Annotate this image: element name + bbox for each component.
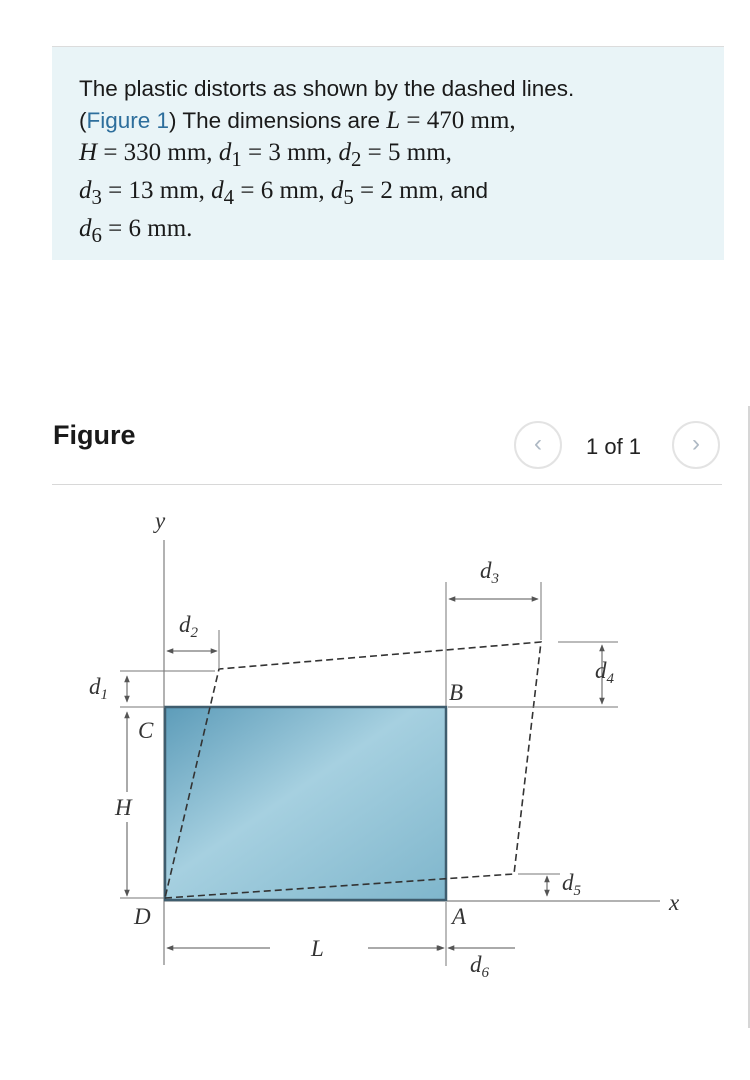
H-symbol: H xyxy=(79,139,98,166)
figure-title: Figure xyxy=(53,420,136,450)
d6-value: = 6 mm. xyxy=(101,215,193,242)
d6-label: $d_6$ xyxy=(470,952,489,981)
point-D-label: D xyxy=(134,904,151,929)
figure-page-count: 1 of 1 xyxy=(586,434,642,459)
point-A-label: A xyxy=(452,904,467,929)
L-label: L xyxy=(311,936,324,961)
d2-label: $d_2$ xyxy=(179,612,198,641)
d3-label: $d_3$ xyxy=(480,558,499,587)
d5-value: = 2 mm xyxy=(353,177,439,204)
H-label: H xyxy=(115,795,132,820)
d1-label: $d_1$ xyxy=(89,674,108,703)
problem-line-5: $d_6 = 6$ mm. xyxy=(79,215,193,247)
problem-line-3: H = 330 mm, $d_1 = 3$ mm, $d_2 = 5$ mm, xyxy=(79,139,452,171)
L-value: = 470 mm, xyxy=(400,107,516,134)
problem-line-1: The plastic distorts as shown by the dashed lines. xyxy=(79,76,575,101)
d4-value: = 6 mm, xyxy=(234,177,331,204)
point-C-label: C xyxy=(138,718,154,743)
problem-line-4: $d_3 = 13$ mm, $d_4 = 6$ mm, $d_5 = 2$ mm, and xyxy=(79,177,489,209)
chevron-right-icon: › xyxy=(692,430,700,457)
plastic-plate xyxy=(165,707,446,900)
L-symbol: L xyxy=(386,107,401,134)
chevron-left-icon: ‹ xyxy=(534,430,542,457)
d4-label: $d_4$ xyxy=(595,658,614,687)
d1-value: = 3 mm, xyxy=(241,139,339,166)
x-axis-label: x xyxy=(669,890,680,915)
point-B-label: B xyxy=(449,680,464,705)
H-value: = 330 mm, xyxy=(97,139,219,166)
problem-line-2: (Figure 1) The dimensions are L = 470 mm, xyxy=(79,107,516,134)
y-axis-label: y xyxy=(155,508,166,533)
d5-label: $d_5$ xyxy=(562,870,581,899)
d2-value: = 5 mm, xyxy=(361,139,452,166)
figure-1-link[interactable]: (Figure 1) xyxy=(79,108,177,133)
d3-value: = 13 mm, xyxy=(101,177,212,204)
